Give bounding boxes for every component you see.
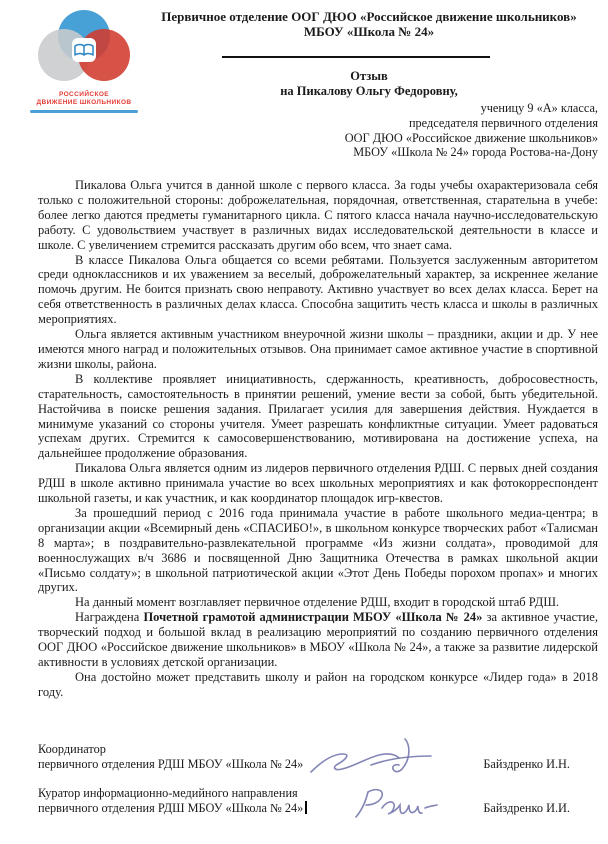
document-title xyxy=(140,69,598,98)
title-line1: Отзыв xyxy=(350,69,388,83)
logo-caption-line2: ДВИЖЕНИЕ ШКОЛЬНИКОВ xyxy=(36,99,132,106)
paragraph: Ольга является активным участником внеурочной жизни школы – праздники, акции и др. У нее имеются много наград и положительных отзывов. Она принимает самое активное участие в спортивной жизни школы, района. xyxy=(38,327,598,371)
handwritten-signature-2 xyxy=(348,784,440,822)
letterhead-line2: МБОУ «Школа № 24» xyxy=(303,24,435,39)
addressee-line: ООГ ДЮО «Российское движение школьников» xyxy=(344,130,598,145)
addressee-line: ученицу 9 «А» класса, xyxy=(480,101,598,115)
signature-name-2: Байздренко И.И. xyxy=(483,801,570,815)
addressee-block xyxy=(198,101,598,160)
paragraph: За прошедший период с 2016 года принимала участие в работе школьного медиа-центра; в организации акции «Всемирный день «СПАСИБО!», в школьном конкурсе творческих работ «Талисман 8 марта»; в поздравительно-развлекательной программе «Из жизни солдата», проводимой для военнослужащих в/ч 3686 и посвященной Дню Защитника Отечества в рамках школьной акции «Письмо солдату»; в школьной патриотической акции «Этот День Победы порохом пропах» и многих других. xyxy=(38,505,598,595)
signature-role-line: Куратор информационно-медийного направления xyxy=(38,786,298,800)
addressee-line: МБОУ «Школа № 24» города Ростова-на-Дону xyxy=(353,145,598,160)
paragraph: В коллективе проявляет инициативность, сдержанность, креативность, добросовестность, старательность, самостоятельность в принятии решений, умение вести за собой, быть убедительной. Настойчива в поиске решения задания. Прилагает усилия для завершения действия. Нуждается в минимуме указаний со стороны учителя. Умеет разрешать конфликтные ситуации. Умеет радоваться успехам других. Стремится к самосовершенствованию, мотивирована на достижение успеха, на дальнейшее продолжение образования. xyxy=(38,371,598,461)
handwritten-signature-1 xyxy=(305,736,437,784)
signature-role-line-text: первичного отделения РДШ МБОУ «Школа № 24» xyxy=(38,801,304,816)
letterhead-line1: Первичное отделение ООГ ДЮО «Российское движение школьников» xyxy=(161,9,577,24)
logo-caption xyxy=(28,91,140,107)
body-paragraphs xyxy=(38,178,598,700)
signature-role-line xyxy=(38,801,307,816)
logo-caption-line1: РОССИЙСКОЕ xyxy=(58,91,110,98)
rdsh-logo xyxy=(28,8,140,113)
title-line2: на Пикалову Ольгу Федоровну, xyxy=(280,83,458,98)
paragraph: Пикалова Ольга является одним из лидеров первичного отделения РДШ. С первых дней создания РДШ в школе активно принимала участие во всех школьных мероприятиях и как фотокорреспондент школьной газеты, и как участник, и как координатор площадок игр-квестов. xyxy=(38,461,598,506)
letterhead xyxy=(140,9,598,39)
paragraph: В классе Пикалова Ольга общается со всеми ребятами. Пользуется заслуженным авторитетом среди одноклассников и их уважением за веселый, доброжелательный характер, за искреннее желание помочь другим. Не боится признать свою неправоту. Активно участвует во всех делах класса. Берет на себя ответственность в различных делах класса. Способна защитить честь класса и школы в различных мероприятиях. xyxy=(38,252,598,327)
paragraph: На данный момент возглавляет первичное отделение РДШ, входит в городской штаб РДШ. xyxy=(75,595,560,610)
paragraph: Она достойно может представить школу и район на городском конкурсе «Лидер года» в 2018 году. xyxy=(38,669,598,699)
signature-role-2 xyxy=(38,786,307,816)
signature-role-line: Координатор xyxy=(38,742,106,756)
paragraph: Награждена Почетной грамотой администрации МБОУ «Школа № 24» за активное участие, творческий подход и большой вклад в реализацию мероприятий по созданию первичного отделения ООГ ДЮО «Российское движение школьников» в МБОУ «Школа № 24», а также за развитие лидерской активности в условиях детской организации. xyxy=(38,610,598,669)
signature-name-1: Байздренко И.Н. xyxy=(483,757,570,771)
rdsh-logo-circles-icon xyxy=(28,8,140,82)
signature-role-1 xyxy=(38,742,303,772)
text-cursor[interactable] xyxy=(305,801,307,814)
letterhead-rule xyxy=(222,56,490,58)
signature-role-line: первичного отделения РДШ МБОУ «Школа № 24» xyxy=(38,757,304,772)
paragraph: Пикалова Ольга учится в данной школе с первого класса. За годы учебы охарактеризовала себя только с положительной стороны: доброжелательная, порядочная, ответственная, старательна в учебе: более легко даются предметы гуманитарного цикла. С пятого класса начала научно-исследовательскую работу. С удовольствием участвует в различных видах исследовательской деятельности в классе и школе. С увеличением стремится рассказать другим обо всем, что знает сама. xyxy=(38,178,598,252)
logo-underline xyxy=(30,110,138,113)
addressee-line: председателя первичного отделения xyxy=(408,115,598,130)
